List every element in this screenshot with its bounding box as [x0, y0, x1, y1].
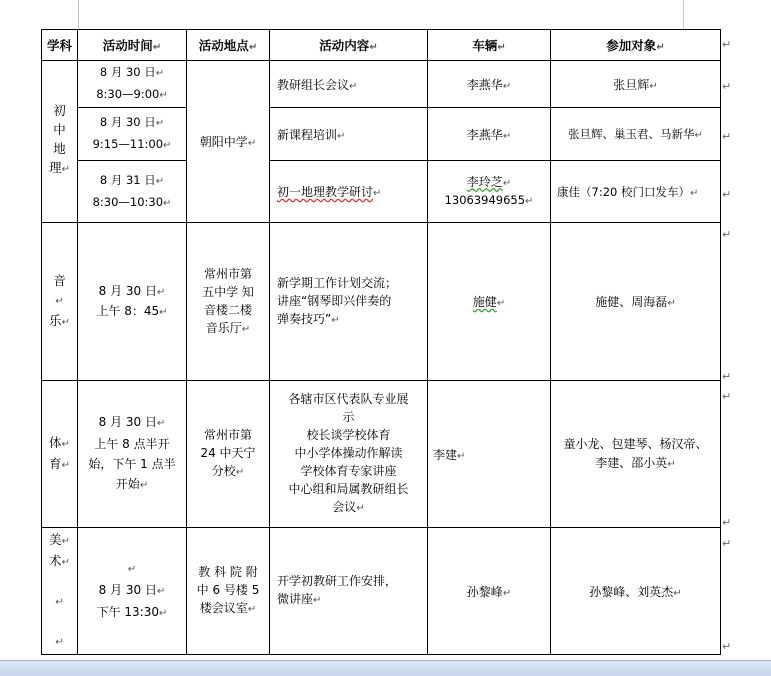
row-end-mark: ↵: [722, 188, 732, 201]
participants-cell: 张旦辉↵: [551, 61, 721, 108]
header-subject: 学科: [42, 30, 78, 61]
content-cell: 各辖市区代表队专业展 示 校长谈学校体育 中小学体操动作解读 学校体育专家讲座 中心组和局属教研组长 会议↵: [270, 381, 428, 528]
header-participants: 参加对象↵: [551, 30, 721, 61]
time-cell: 8 月 30 日↵ 上午 8 点半开 始，下午 1 点半 开始↵: [78, 381, 187, 528]
table-row: [42, 61, 721, 108]
participants-cell: 施健、周海磊↵: [551, 223, 721, 381]
time-cell: 8 月 30 日↵ 上午 8：45↵: [78, 223, 187, 381]
subject-pe: 体↵ 育↵: [42, 381, 78, 528]
table-row: [42, 223, 721, 381]
header-row: [42, 30, 721, 61]
vehicle-cell: 李建↵: [428, 381, 551, 528]
place-art: 教 科 院 附 中 6 号楼 5 楼会议室↵: [187, 528, 270, 655]
row-end-mark: ↵: [722, 80, 732, 93]
header-place: 活动地点↵: [187, 30, 270, 61]
table-row: [42, 161, 721, 223]
content-cell: 新学期工作计划交流； 讲座“钢琴即兴伴奏的 弹奏技巧”↵: [270, 223, 428, 381]
header-vehicle: 车辆↵: [428, 30, 551, 61]
vehicle-cell: 李燕华↵: [428, 61, 551, 108]
vehicle-cell: 施健↵: [428, 223, 551, 381]
header-time: 活动时间↵: [78, 30, 187, 61]
row-end-mark: ↵: [722, 370, 732, 383]
table-row: [42, 381, 721, 528]
row-end-mark: ↵: [722, 130, 732, 143]
content-cell: 初一地理教学研讨↵: [270, 161, 428, 223]
row-end-mark: ↵: [722, 38, 732, 51]
time-cell: 8 月 30 日↵ 8:30—9:00↵: [78, 61, 187, 108]
participants-cell: 张旦辉、巢玉君、马新华↵: [551, 108, 721, 161]
row-end-mark: ↵: [722, 228, 732, 241]
page-margin-right: [683, 0, 684, 29]
time-cell: 8 月 31 日↵ 8:30—10:30↵: [78, 161, 187, 223]
vehicle-cell: 孙黎峰↵: [428, 528, 551, 655]
table-row: [42, 108, 721, 161]
subject-music: 音 ↵ 乐↵: [42, 223, 78, 381]
activity-schedule-table: [41, 29, 721, 655]
content-cell: 开学初教研工作安排， 微讲座↵: [270, 528, 428, 655]
participants-cell: 康佳（7:20 校门口发车）↵: [551, 161, 721, 223]
vehicle-cell: 李玲芝↵ 13063949655↵: [428, 161, 551, 223]
time-cell: ↵ 8 月 30 日↵ 下午 13:30↵: [78, 528, 187, 655]
time-cell: 8 月 30 日↵ 9:15—11:00↵: [78, 108, 187, 161]
participants-cell: 孙黎峰、刘英杰↵: [551, 528, 721, 655]
subject-art: 美↵ 术↵ ↵ ↵: [42, 528, 78, 655]
place-geography: 朝阳中学↵: [187, 61, 270, 223]
window-bottom-bar: [0, 660, 771, 676]
content-cell: 教研组长会议↵: [270, 61, 428, 108]
table-row: [42, 528, 721, 655]
row-end-mark: ↵: [722, 390, 732, 403]
participants-cell: 童小龙、包建琴、杨汉帝、 李建、邵小英↵: [551, 381, 721, 528]
header-content: 活动内容↵: [270, 30, 428, 61]
row-end-mark: ↵: [722, 640, 732, 653]
subject-geography: 初 中 地 理↵: [42, 61, 78, 223]
vehicle-cell: 李燕华↵: [428, 108, 551, 161]
place-music: 常州市第 五中学 知 音楼二楼 音乐厅↵: [187, 223, 270, 381]
content-cell: 新课程培训↵: [270, 108, 428, 161]
place-pe: 常州市第 24 中天宁 分校↵: [187, 381, 270, 528]
row-end-mark: ↵: [722, 516, 732, 529]
page-margin-left: [78, 0, 79, 29]
row-end-mark: ↵: [722, 537, 732, 550]
